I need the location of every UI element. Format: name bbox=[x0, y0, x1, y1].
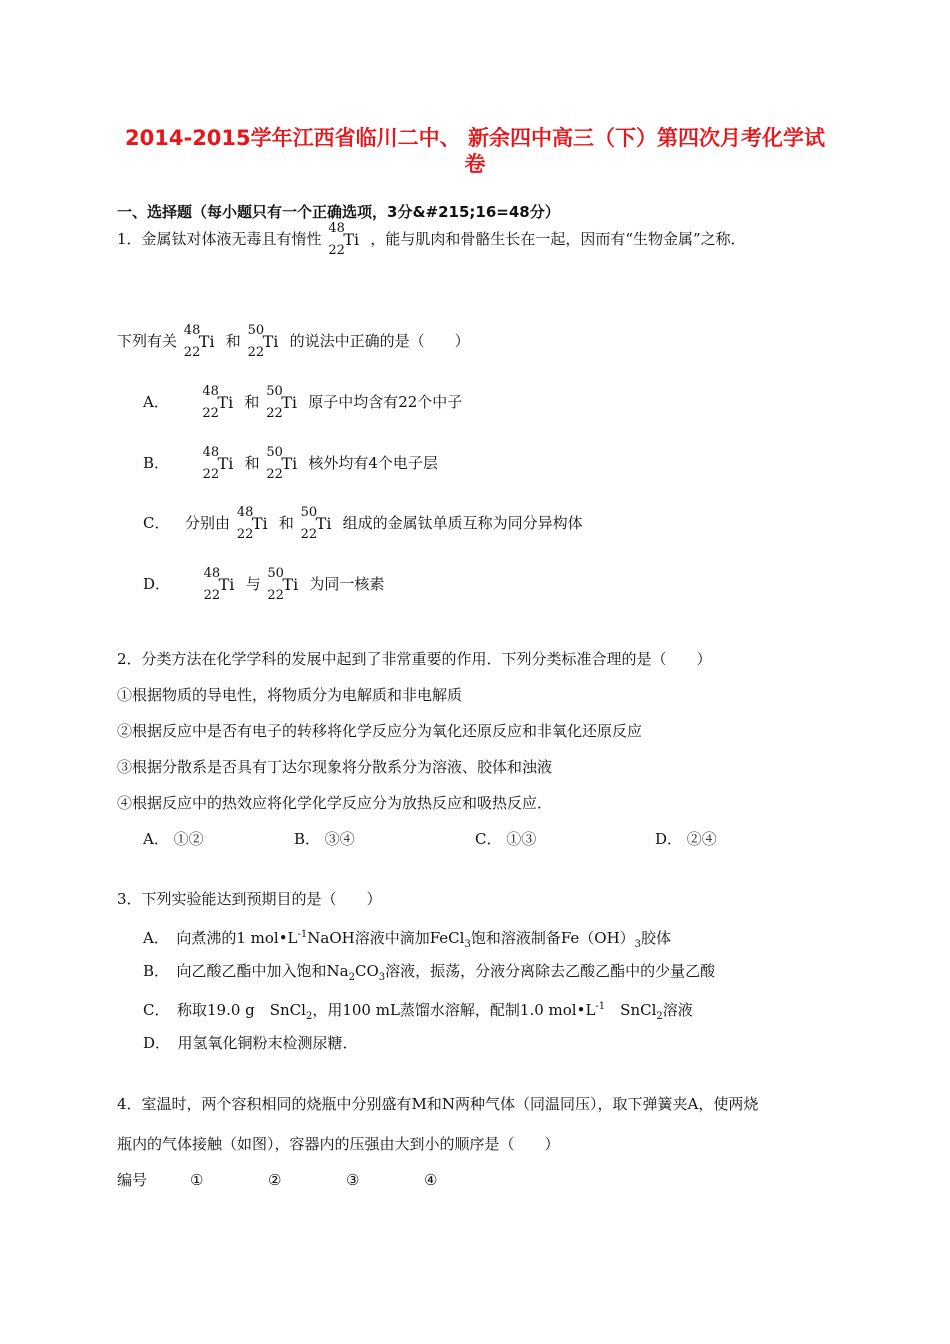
question-2-option-d: D． ②④ bbox=[655, 830, 717, 848]
section-heading: 一、选择题（每小题只有一个正确选项，3分&#215;16=48分） bbox=[117, 203, 560, 221]
question-2-stem: 2．分类方法在化学学科的发展中起到了非常重要的作用．下列分类标准合理的是（ ） bbox=[117, 650, 712, 668]
question-2-option-b: B． ③④ bbox=[294, 830, 355, 848]
ti50-nuclide: 50 22 Ti bbox=[247, 323, 279, 360]
question-3-stem: 3．下列实验能达到预期目的是（ ） bbox=[117, 890, 382, 908]
question-2-statement-2: ②根据反应中是否有电子的转移将化学反应分为氧化还原反应和非氧化还原反应 bbox=[117, 722, 643, 740]
question-1-option-d: D． 48 22 Ti 与 50 22 Ti 为同一核素 bbox=[143, 566, 385, 603]
question-2-statement-1: ①根据物质的导电性，将物质分为电解质和非电解质 bbox=[117, 686, 463, 704]
ti48-nuclide: 48 22 Ti bbox=[203, 566, 235, 603]
title-line-1: 2014-2015学年江西省临川二中、 新余四中高三（下）第四次月考化学试 bbox=[125, 126, 825, 150]
question-4-number-1: ① bbox=[190, 1171, 204, 1189]
ti48-nuclide: 48 22 Ti bbox=[202, 445, 234, 482]
ti50-nuclide: 50 22 Ti bbox=[266, 384, 297, 421]
ti48-nuclide: 48 22 Ti bbox=[183, 323, 215, 360]
ti48-nuclide: 48 22 Ti bbox=[328, 221, 360, 258]
question-1-stem: 1．金属钛对体液无毒且有惰性 48 22 Ti ，能与肌肉和骨骼生长在一起，因而有“生物金属”之称． bbox=[117, 221, 746, 258]
question-4-number-2: ② bbox=[268, 1171, 282, 1189]
question-4-number-label: 编号 bbox=[117, 1171, 148, 1189]
question-3-option-b: B． 向乙酸乙酯中加入饱和$Na_2CO_3$溶液，振荡，分液分离除去乙酸乙酯中的少量乙酸 bbox=[143, 962, 716, 983]
question-2-statement-4: ④根据反应中的热效应将化学化学反应分为放热反应和吸热反应． bbox=[117, 794, 553, 812]
question-1-prompt: 下列有关 48 22 Ti 和 50 22 Ti 的说法中正确的是（ ） bbox=[117, 323, 470, 360]
question-2-option-c: C． ①③ bbox=[475, 830, 537, 848]
ti50-nuclide: 50 22 Ti bbox=[266, 445, 298, 482]
ti48-nuclide: 48 22 Ti bbox=[202, 384, 234, 421]
question-1-option-b: B． 48 22 Ti 和 50 22 Ti 核外均有4个电子层 bbox=[143, 445, 438, 482]
question-4-line-1: 4．室温时，两个容积相同的烧瓶中分别盛有M和N两种气体（同温同压），取下弹簧夹A，使两烧 bbox=[117, 1095, 759, 1113]
question-3-option-c: C． 称取19.0 g SnCl$_2$，用100 mL蒸馏水溶解，配制1.0 $mol•L^{-1}$ SnCl$_2$溶液 bbox=[143, 1001, 693, 1022]
ti50-nuclide: 50 22 Ti bbox=[300, 505, 332, 542]
question-1-option-c: C． 分别由 48 22 Ti 和 50 22 Ti 组成的金属钛单质互称为同分异构体 bbox=[143, 505, 583, 542]
ti48-nuclide: 48 22 Ti bbox=[236, 505, 268, 542]
question-2-statement-3: ③根据分散系是否具有丁达尔现象将分散系分为溶液、胶体和浊液 bbox=[117, 758, 553, 776]
title-line-2: 卷 bbox=[464, 152, 486, 176]
question-2-option-a: A． ①② bbox=[143, 830, 204, 848]
question-4-number-4: ④ bbox=[424, 1171, 438, 1189]
question-3-option-d: D． 用氢氧化铜粉末检测尿糖． bbox=[143, 1034, 358, 1052]
question-3-option-a: A． 向煮沸的1 $mol•L^{-1}NaOH$溶液中滴加FeCl$_3$饱和溶液制备$Fe(OH)_3$胶体 bbox=[143, 929, 672, 950]
question-4-line-2: 瓶内的气体接触（如图），容器内的压强由大到小的顺序是（ ） bbox=[117, 1135, 560, 1153]
question-4-number-3: ③ bbox=[346, 1171, 360, 1189]
ti50-nuclide: 50 22 Ti bbox=[267, 566, 299, 603]
question-1-option-a: A． 48 22 Ti 和 50 22 Ti 原子中均含有22个中子 bbox=[143, 384, 463, 421]
